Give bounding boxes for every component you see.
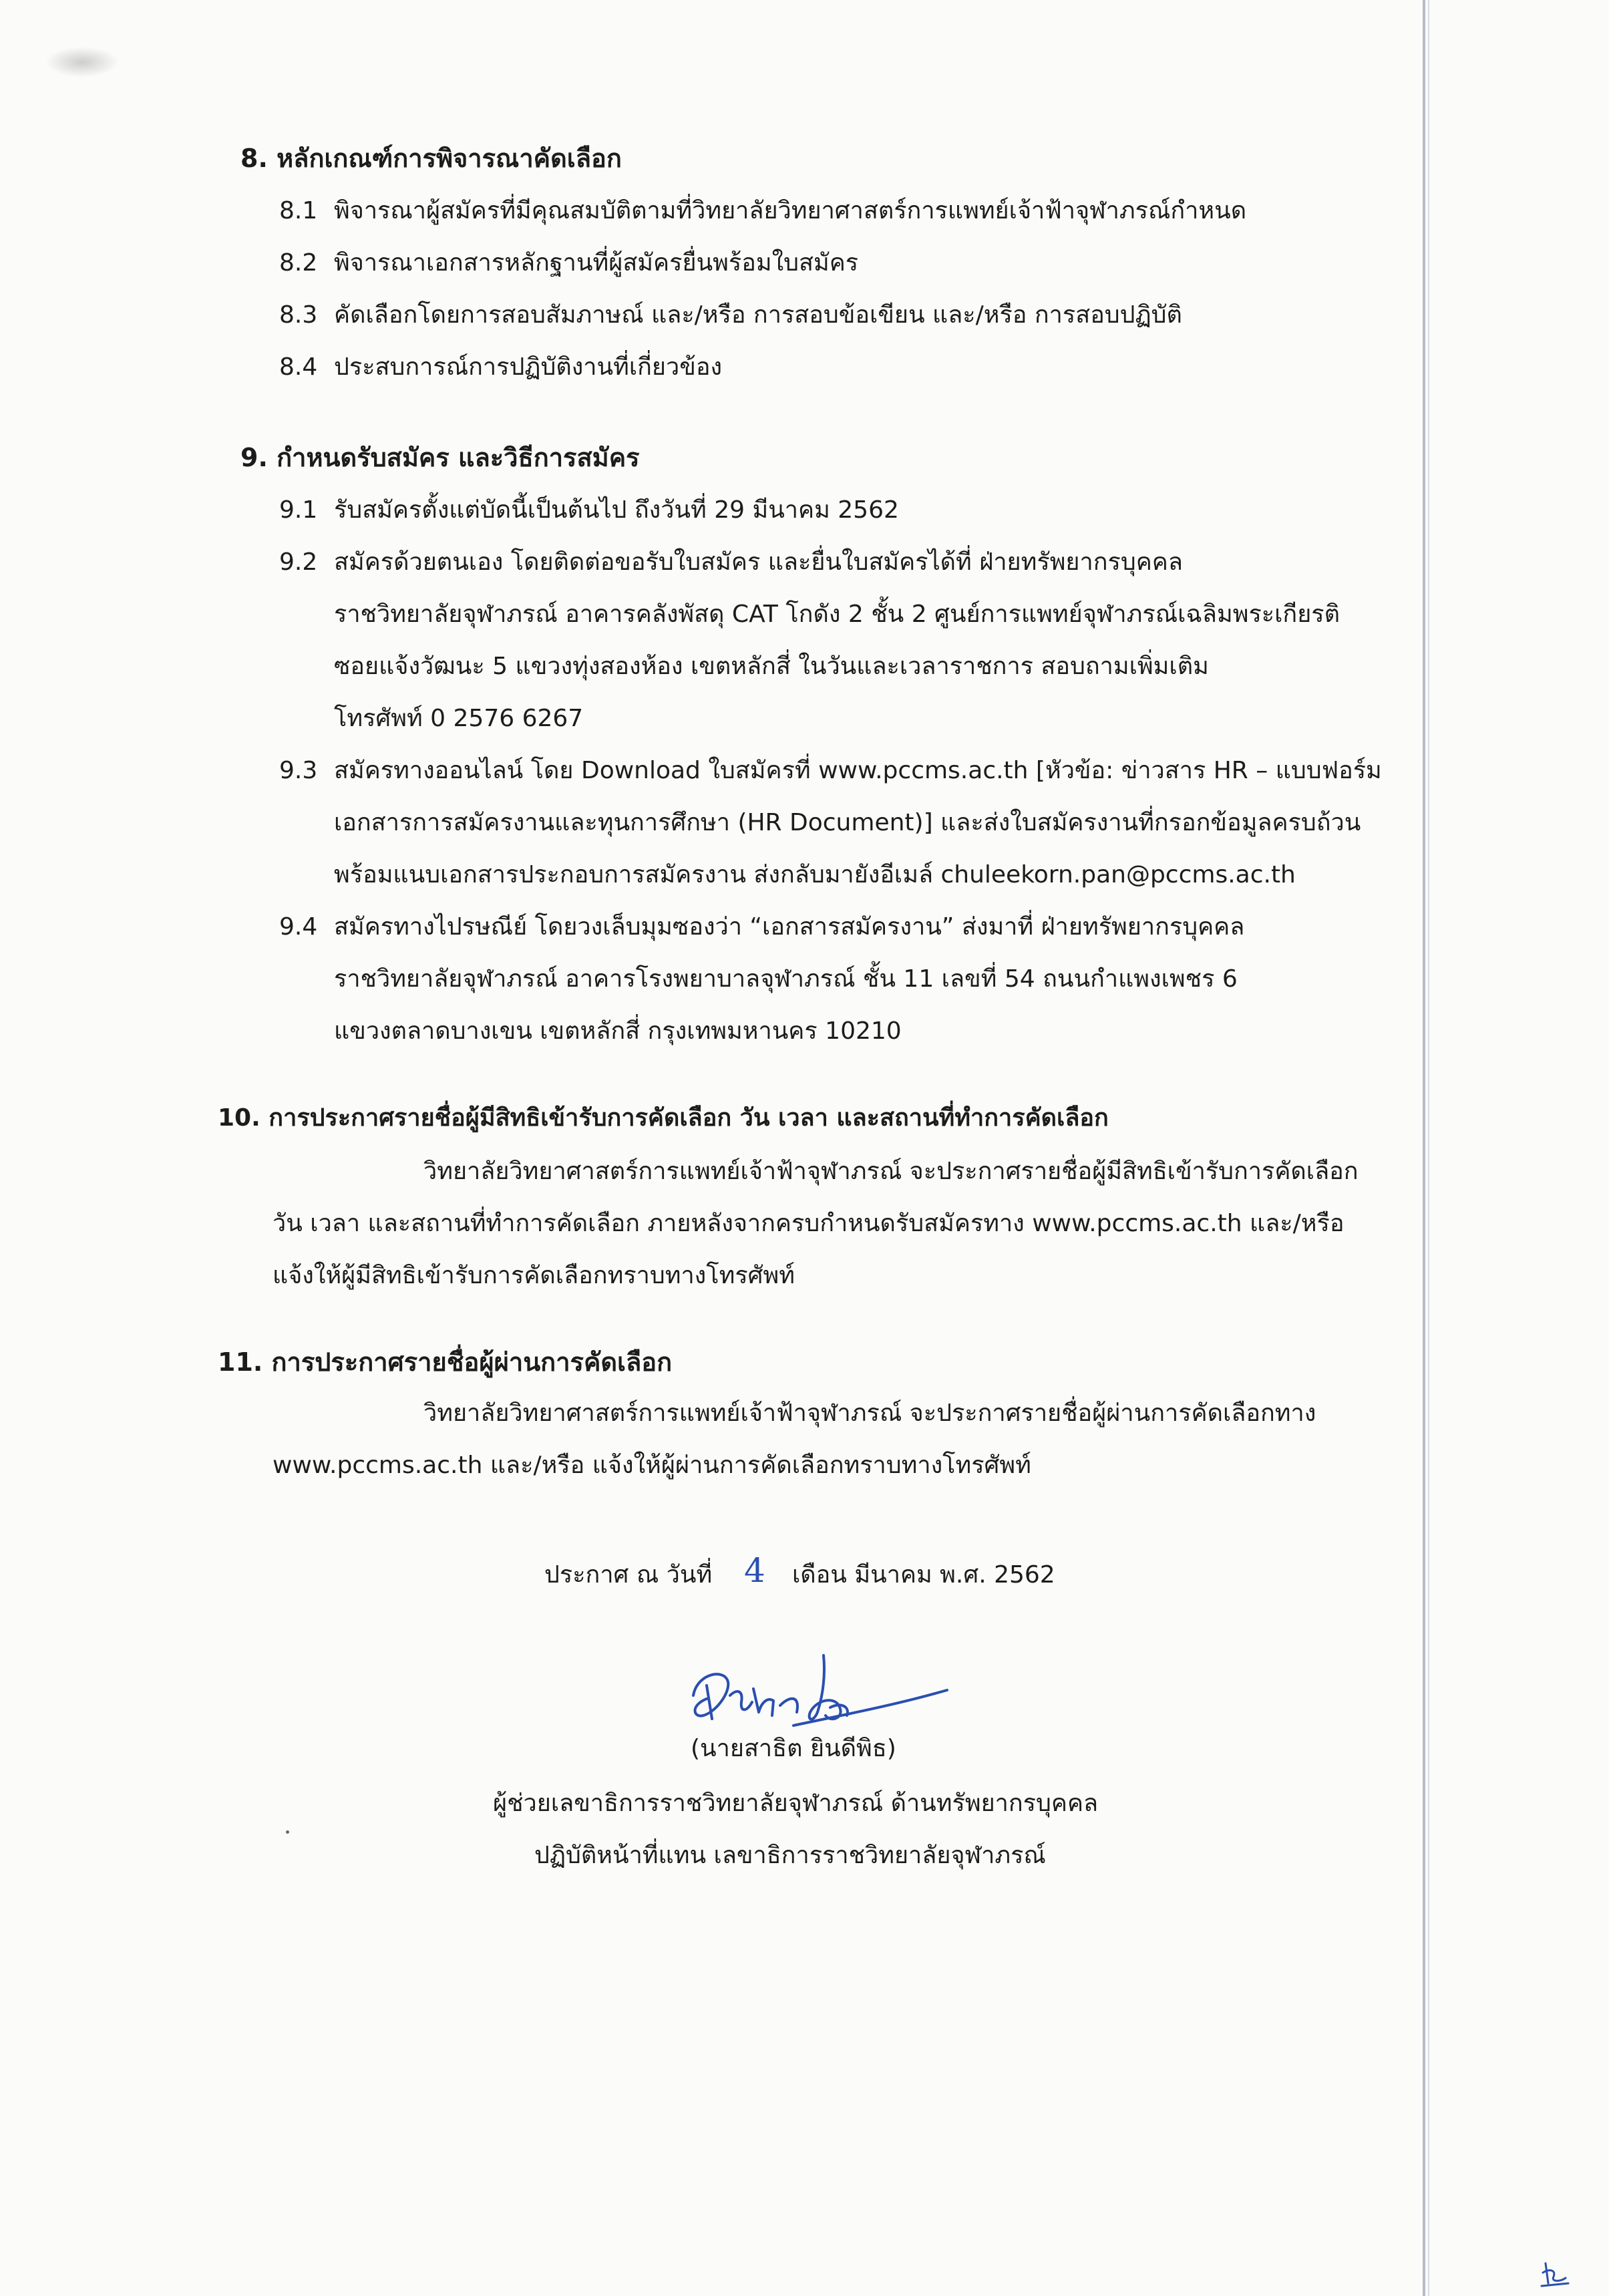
item-8-4-number: 8.4 xyxy=(279,353,318,381)
scan-speck xyxy=(286,1830,289,1834)
announce-suffix: เดือน มีนาคม พ.ศ. 2562 xyxy=(792,1561,1055,1589)
item-9-2-number: 9.2 xyxy=(279,548,318,576)
item-9-4-number: 9.4 xyxy=(279,913,318,941)
section-11-line-2: www.pccms.ac.th และ/หรือ แจ้งให้ผู้ผ่านการคัดเลือกทราบทางโทรศัพท์ xyxy=(273,1452,1031,1479)
initial-mark xyxy=(1536,2258,1576,2291)
item-9-3-line-3: พร้อมแนบเอกสารประกอบการสมัครงาน ส่งกลับมายังอีเมล์ chuleekorn.pan@pccms.ac.th xyxy=(334,861,1296,888)
item-9-4-line-3: แขวงตลาดบางเขน เขตหลักสี่ กรุงเทพมหานคร 10210 xyxy=(334,1017,902,1045)
signer-title-line-1: ผู้ช่วยเลขาธิการราชวิทยาลัยจุฬาภรณ์ ด้านทรัพยากรบุคคล xyxy=(493,1790,1099,1817)
section-10-heading: 10. การประกาศรายชื่อผู้มีสิทธิเข้ารับการคัดเลือก วัน เวลา และสถานที่ทำการคัดเลือก xyxy=(218,1104,1109,1132)
item-8-3-number: 8.3 xyxy=(279,301,318,329)
handwritten-signature xyxy=(680,1649,960,1749)
item-8-1-text: พิจารณาผู้สมัครที่มีคุณสมบัติตามที่วิทยาลัยวิทยาศาสตร์การแพทย์เจ้าฟ้าจุฬาภรณ์กำหนด xyxy=(334,197,1247,224)
item-9-3-line-2: เอกสารการสมัครงานและทุนการศึกษา (HR Document)] และส่งใบสมัครงานที่กรอกข้อมูลครบถ้วน xyxy=(334,809,1361,836)
item-9-4-line-1: สมัครทางไปรษณีย์ โดยวงเล็บมุมซองว่า “เอกสารสมัครงาน” ส่งมาที่ ฝ่ายทรัพยากรบุคคล xyxy=(334,913,1245,941)
section-10-line-3: แจ้งให้ผู้มีสิทธิเข้ารับการคัดเลือกทราบทางโทรศัพท์ xyxy=(273,1262,795,1289)
signer-title-line-2: ปฏิบัติหน้าที่แทน เลขาธิการราชวิทยาลัยจุฬาภรณ์ xyxy=(534,1842,1046,1869)
section-11-line-1: วิทยาลัยวิทยาศาสตร์การแพทย์เจ้าฟ้าจุฬาภรณ์ จะประกาศรายชื่อผู้ผ่านการคัดเลือกทาง xyxy=(423,1400,1316,1427)
item-9-2-line-4: โทรศัพท์ 0 2576 6267 xyxy=(334,705,584,732)
item-8-3-text: คัดเลือกโดยการสอบสัมภาษณ์ และ/หรือ การสอบข้อเขียน และ/หรือ การสอบปฏิบัติ xyxy=(334,301,1182,329)
section-11-heading: 11. การประกาศรายชื่อผู้ผ่านการคัดเลือก xyxy=(218,1347,673,1377)
item-9-3-number: 9.3 xyxy=(279,757,318,784)
section-10-line-2: วัน เวลา และสถานที่ทำการคัดเลือก ภายหลังจากครบกำหนดรับสมัครทาง www.pccms.ac.th และ/หรือ xyxy=(273,1210,1345,1237)
item-9-2-line-3: ซอยแจ้งวัฒนะ 5 แขวงทุ่งสองห้อง เขตหลักสี่ ในวันและเวลาราชการ สอบถามเพิ่มเติม xyxy=(334,653,1209,680)
section-9-heading: 9. กำหนดรับสมัคร และวิธีการสมัคร xyxy=(240,443,640,472)
item-8-1-number: 8.1 xyxy=(279,197,318,224)
announce-prefix: ประกาศ ณ วันที่ xyxy=(544,1561,713,1589)
section-10-line-1: วิทยาลัยวิทยาศาสตร์การแพทย์เจ้าฟ้าจุฬาภรณ์ จะประกาศรายชื่อผู้มีสิทธิเข้ารับการคัดเลือก xyxy=(423,1158,1359,1185)
page-edge-line xyxy=(1423,0,1425,2296)
announce-day-handwritten: 4 xyxy=(744,1551,765,1590)
item-9-1-text: รับสมัครตั้งแต่บัดนี้เป็นต้นไป ถึงวันที่ 29 มีนาคม 2562 xyxy=(334,496,899,524)
item-8-4-text: ประสบการณ์การปฏิบัติงานที่เกี่ยวข้อง xyxy=(334,353,723,381)
page-edge-shadow xyxy=(1428,0,1429,2296)
item-9-1-number: 9.1 xyxy=(279,496,318,524)
item-9-2-line-2: ราชวิทยาลัยจุฬาภรณ์ อาคารคลังพัสดุ CAT โกดัง 2 ชั้น 2 ศูนย์การแพทย์จุฬาภรณ์เฉลิมพระเกียรติ xyxy=(334,601,1340,628)
item-9-3-line-1: สมัครทางออนไลน์ โดย Download ใบสมัครที่ www.pccms.ac.th [หัวข้อ: ข่าวสาร HR – แบบฟอร์ม xyxy=(334,757,1382,784)
item-9-2-line-1: สมัครด้วยตนเอง โดยติดต่อขอรับใบสมัคร และยื่นใบสมัครได้ที่ ฝ่ายทรัพยากรบุคคล xyxy=(334,548,1183,576)
item-8-2-text: พิจารณาเอกสารหลักฐานที่ผู้สมัครยื่นพร้อมใบสมัคร xyxy=(334,249,859,277)
signer-name: (นายสาธิต ยินดีพิธ) xyxy=(691,1735,896,1762)
item-8-2-number: 8.2 xyxy=(279,249,318,277)
item-9-4-line-2: ราชวิทยาลัยจุฬาภรณ์ อาคารโรงพยาบาลจุฬาภรณ์ ชั้น 11 เลขที่ 54 ถนนกำแพงเพชร 6 xyxy=(334,965,1238,993)
section-8-heading: 8. หลักเกณฑ์การพิจารณาคัดเลือก xyxy=(240,144,622,173)
scan-smudge xyxy=(45,47,119,77)
